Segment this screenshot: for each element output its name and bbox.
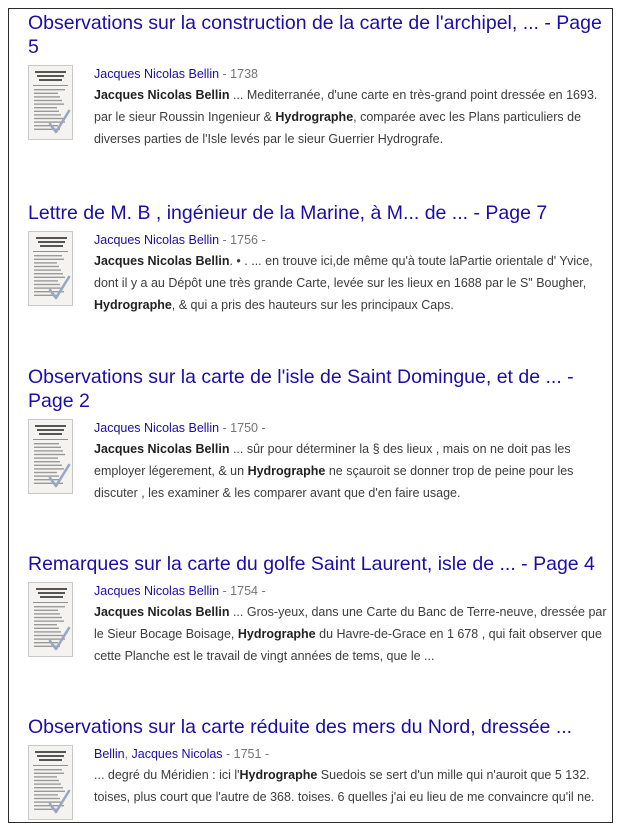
- author-separator: ,: [124, 747, 132, 761]
- snippet-highlight: Jacques Nicolas Bellin: [94, 442, 230, 456]
- scanned-page-icon: [29, 583, 72, 656]
- snippet-highlight: Hydrographe: [94, 298, 172, 312]
- byline-separator: -: [219, 233, 231, 247]
- snippet-text: , comparée avec les Plans particuliers de diverses parties de l'Isle levés par le sieur Guerrier Hydrografe.: [94, 110, 582, 146]
- byline-separator: -: [219, 421, 231, 435]
- snippet-text: ... degré du Méridien : ici l': [94, 768, 240, 782]
- byline-trailing-dash: -: [257, 421, 266, 435]
- result-title-link[interactable]: Observations sur la construction de la carte de l'archipel, ... - Page 5: [28, 12, 602, 58]
- result-snippet: [94, 764, 610, 808]
- result-byline: [94, 419, 610, 437]
- result-byline: [94, 582, 610, 600]
- scanned-page-icon: [29, 746, 72, 819]
- author-link[interactable]: Jacques Nicolas: [131, 747, 223, 761]
- search-results-panel: [8, 8, 613, 823]
- result-title-link[interactable]: Lettre de M. B , ingénieur de la Marine, à M... de ... - Page 7: [28, 202, 548, 224]
- snippet-highlight: Jacques Nicolas Bellin: [94, 254, 230, 268]
- snippet-text: ne sçauroit se donner trop de peine pour les discuter , les examiner & les comparer avant que d'en faire usage.: [94, 464, 574, 500]
- book-result: [28, 11, 610, 155]
- byline-separator: -: [222, 747, 234, 761]
- result-snippet: [94, 438, 610, 504]
- book-cover-thumbnail[interactable]: [28, 65, 73, 140]
- snippet-highlight: Hydrographe: [237, 627, 316, 641]
- byline-trailing-dash: -: [257, 233, 266, 247]
- snippet-text: Suedois se sert d'un mille qui n'auroit que 5 132. toises, plus court que l'autre de 368. toises. 6 quelles j'ai eu lieu de me convaincre qu'il ne.: [94, 768, 595, 804]
- publication-year: 1751: [233, 747, 262, 761]
- scanned-page-icon: [29, 420, 72, 493]
- book-result: [28, 365, 610, 509]
- result-byline: [94, 745, 610, 763]
- byline-trailing-dash: -: [261, 747, 270, 761]
- snippet-text: du Havre-de-Grace en 1 678 , qui fait observer que cette Planche est le travail de vingt années de tems, que le ...: [94, 627, 602, 663]
- snippet-highlight: Jacques Nicolas Bellin: [94, 88, 230, 102]
- snippet-text: ... sûr pour déterminer la § des lieux , mais on ne doit pas les employer légerement, & un: [94, 442, 571, 478]
- author-link[interactable]: Jacques Nicolas Bellin: [94, 584, 220, 598]
- result-title-link[interactable]: Observations sur la carte réduite des mers du Nord, dressée ...: [28, 716, 573, 738]
- book-cover-thumbnail[interactable]: [28, 582, 73, 657]
- book-result: [28, 552, 610, 672]
- book-cover-thumbnail[interactable]: [28, 419, 73, 494]
- book-result: [28, 715, 610, 823]
- result-byline: [94, 231, 610, 249]
- result-title-link[interactable]: Remarques sur la carte du golfe Saint Laurent, isle de ... - Page 4: [28, 553, 595, 575]
- snippet-highlight: Hydrographe: [239, 768, 318, 782]
- publication-year: 1756: [230, 233, 258, 247]
- author-link[interactable]: Jacques Nicolas Bellin: [94, 233, 220, 247]
- snippet-highlight: Hydrographe: [247, 464, 326, 478]
- book-cover-thumbnail[interactable]: [28, 745, 73, 820]
- result-snippet: [94, 601, 610, 667]
- result-snippet: [94, 84, 610, 150]
- result-title-link[interactable]: Observations sur la carte de l'isle de Saint Domingue, et de ... - Page 2: [28, 366, 574, 412]
- scanned-page-icon: [29, 66, 72, 139]
- publication-year: 1738: [230, 67, 258, 81]
- book-result: [28, 201, 610, 321]
- snippet-text: ... Mediterranée, d'une carte en très-grand point dressée en 1693. par le sieur Roussin Ingenieur &: [94, 88, 598, 124]
- publication-year: 1750: [230, 421, 258, 435]
- snippet-highlight: Hydrographe: [275, 110, 354, 124]
- result-byline: [94, 65, 610, 83]
- result-snippet: [94, 250, 610, 316]
- author-link[interactable]: Jacques Nicolas Bellin: [94, 67, 220, 81]
- snippet-highlight: Jacques Nicolas Bellin: [94, 605, 230, 619]
- publication-year: 1754: [230, 584, 258, 598]
- snippet-text: ... Gros-yeux, dans une Carte du Banc de Terre-neuve, dressée par le Sieur Bocage Boisage,: [94, 605, 607, 641]
- author-link[interactable]: Jacques Nicolas Bellin: [94, 421, 220, 435]
- book-cover-thumbnail[interactable]: [28, 231, 73, 306]
- author-link[interactable]: Bellin: [94, 747, 125, 761]
- scanned-page-icon: [29, 232, 72, 305]
- byline-trailing-dash: -: [257, 584, 266, 598]
- snippet-text: . • . ... en trouve ici,de même qu'à toute laPartie orientale d' Yvice, dont il y a au Dépôt une très grande Carte, levée sur les lieux en 1688 par le S" Bougher,: [94, 254, 593, 290]
- snippet-text: , & qui a pris des hauteurs sur les principaux Caps.: [171, 298, 454, 312]
- byline-separator: -: [219, 584, 231, 598]
- byline-separator: -: [219, 67, 231, 81]
